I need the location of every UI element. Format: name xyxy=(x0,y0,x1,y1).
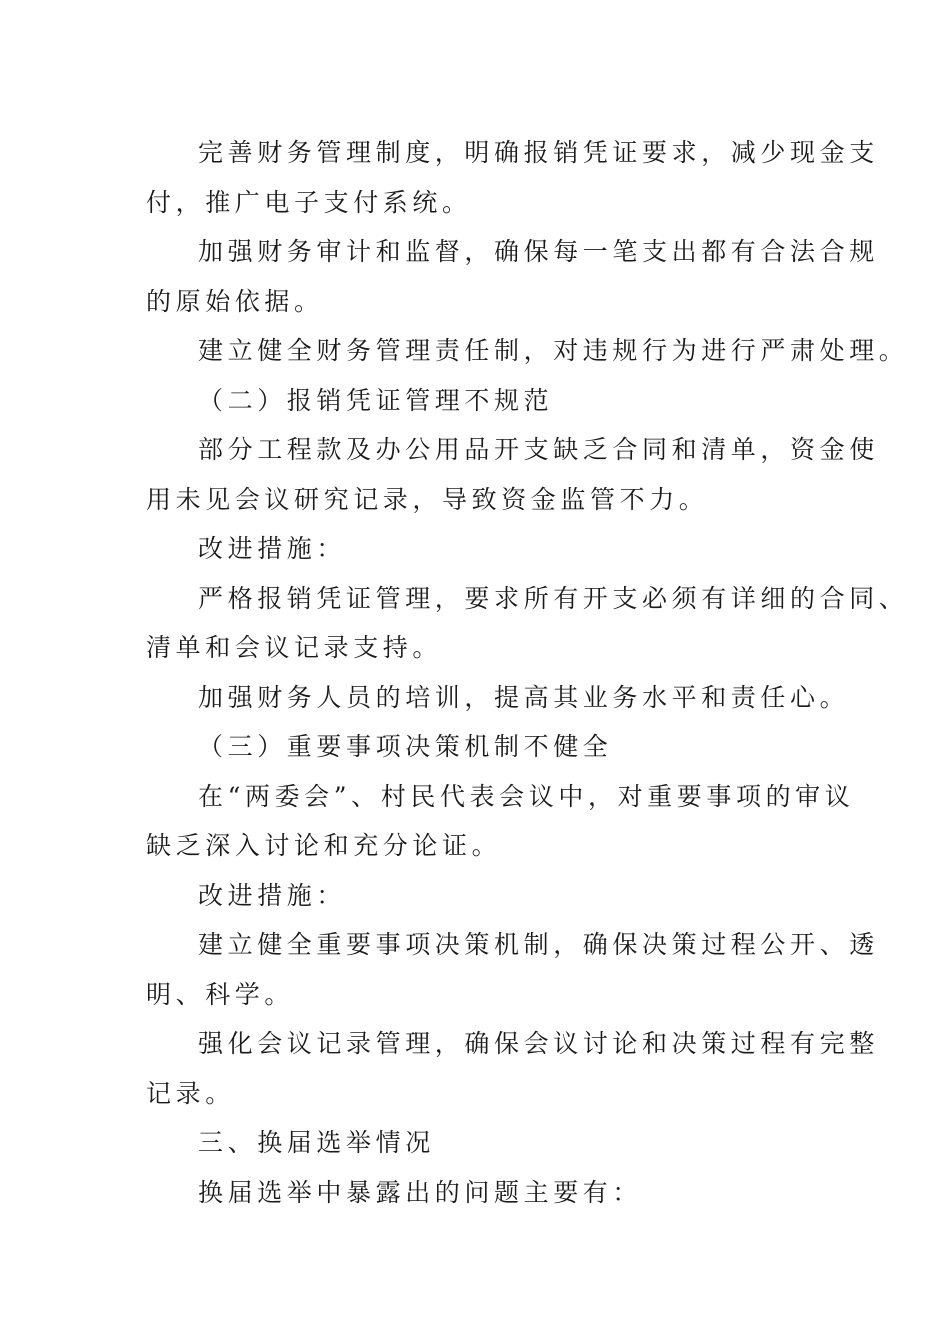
paragraph-line: 严格报销凭证管理，要求所有开支必须有详细的合同、 xyxy=(198,583,909,613)
paragraph-line: 明、科学。 xyxy=(146,979,295,1009)
paragraph-line: 换届选举中暴露出的问题主要有： xyxy=(198,1177,643,1207)
paragraph-line: 在“两委会”、村民代表会议中，对重要事项的审议 xyxy=(198,781,855,811)
paragraph-line: 建立健全重要事项决策机制，确保决策过程公开、透 xyxy=(198,930,879,959)
paragraph-line: 完善财务管理制度，明确报销凭证要求，减少现金支 xyxy=(198,138,879,167)
paragraph-line: 记录。 xyxy=(146,1078,235,1108)
paragraph-line: 改进措施： xyxy=(198,534,347,563)
paragraph-line: 改进措施： xyxy=(198,880,347,910)
document-body xyxy=(146,128,909,1217)
paragraph-line: 缺乏深入讨论和充分论证。 xyxy=(146,831,502,860)
paragraph-line: 加强财务审计和监督，确保每一笔支出都有合法合规 xyxy=(198,237,879,266)
paragraph-line: 清单和会议记录支持。 xyxy=(146,633,443,662)
paragraph-line: 建立健全财务管理责任制，对违规行为进行严肃处理。 xyxy=(198,336,909,365)
section-heading: 三、换届选举情况 xyxy=(198,1128,435,1157)
paragraph-line: 强化会议记录管理，确保会议讨论和决策过程有完整 xyxy=(198,1029,879,1058)
paragraph-line: 加强财务人员的培训，提高其业务水平和责任心。 xyxy=(198,682,850,712)
paragraph-line: 用未见会议研究记录，导致资金监管不力。 xyxy=(146,484,709,514)
section-heading: （二）报销凭证管理不规范 xyxy=(198,385,554,415)
section-heading: （三）重要事项决策机制不健全 xyxy=(198,732,613,761)
paragraph-line: 的原始依据。 xyxy=(146,286,324,316)
paragraph-line: 付，推广电子支付系统。 xyxy=(146,187,472,217)
paragraph-line: 部分工程款及办公用品开支缺乏合同和清单，资金使 xyxy=(198,435,879,464)
